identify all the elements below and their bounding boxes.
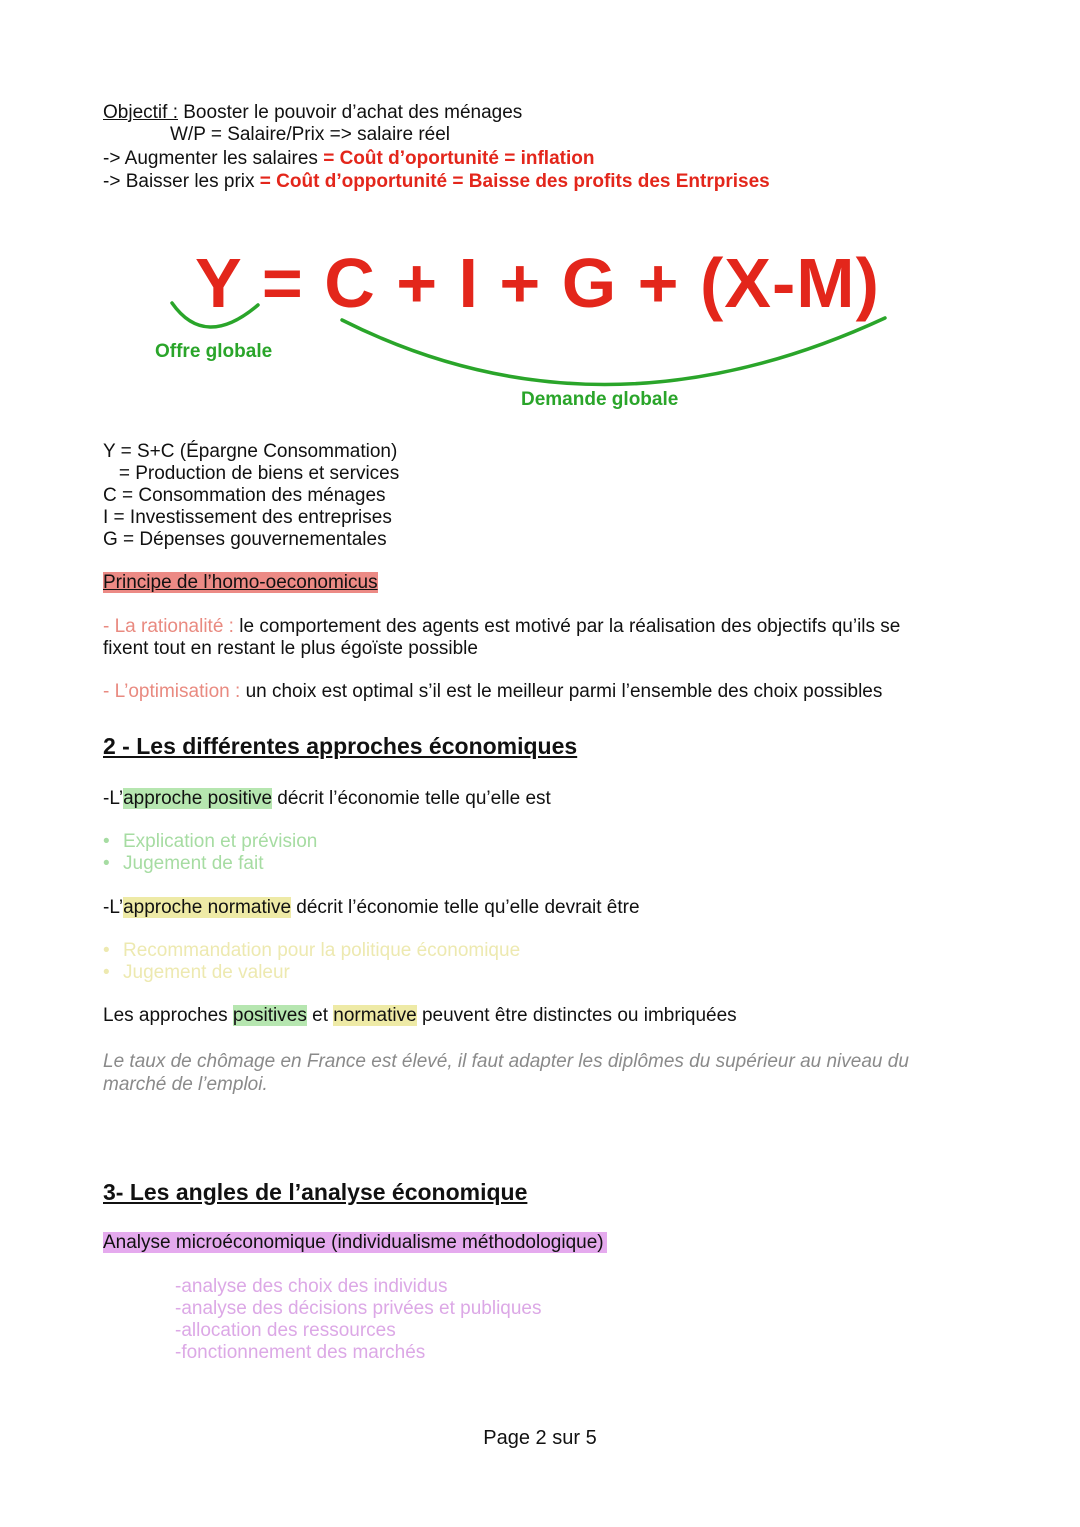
prefix: -L’ xyxy=(103,788,124,809)
bullet-text: Explication et prévision xyxy=(123,831,318,852)
homo-oeconomicus-title xyxy=(103,572,378,594)
optimisation-label: - L’optimisation : xyxy=(103,681,246,702)
definition-c: C = Consommation des ménages xyxy=(103,485,386,506)
bullet-text: Jugement de valeur xyxy=(123,962,290,983)
page-number: Page 2 sur 5 xyxy=(483,1427,597,1449)
positive-approach-line xyxy=(103,788,551,810)
section-3-title: 3- Les angles de l’analyse économique xyxy=(103,1179,528,1205)
rationality-line xyxy=(103,616,900,638)
suffix: décrit l’économie telle qu’elle devrait être xyxy=(291,897,640,918)
micro-item: -analyse des décisions privées et publiques xyxy=(175,1298,542,1319)
suffix: peuvent être distinctes ou imbriquées xyxy=(416,1005,737,1026)
demand-label: Demande globale xyxy=(521,389,679,410)
normative-highlight: normative xyxy=(333,1005,417,1026)
definition-y-production: = Production de biens et services xyxy=(103,463,400,484)
micro-item: -analyse des choix des individus xyxy=(175,1276,448,1297)
homo-oeconomicus-heading: Principe de l’homo-oeconomicus xyxy=(103,572,378,593)
definition-i: I = Investissement des entreprises xyxy=(103,507,392,528)
suffix: décrit l’économie telle qu’elle est xyxy=(272,788,551,809)
line-prefix: -> Baisser les prix xyxy=(103,171,260,192)
example-text-cont: marché de l’emploi. xyxy=(103,1074,268,1095)
positive-bullet xyxy=(103,831,317,853)
positive-approach-highlight: approche positive xyxy=(123,788,273,809)
combined-approaches-line xyxy=(103,1005,737,1027)
optimisation-text: un choix est optimal s’il est le meilleur parmi l’ensemble des choix possibles xyxy=(245,681,883,702)
positives-highlight: positives xyxy=(232,1005,307,1026)
normative-approach-line xyxy=(103,897,640,919)
opportunity-cost-profits: = Coût d’opportunité = Baisse des profits des Entrprises xyxy=(259,171,770,192)
demand-brace xyxy=(342,318,885,385)
micro-item: -fonctionnement des marchés xyxy=(175,1342,426,1363)
micro-item: -allocation des ressources xyxy=(175,1320,396,1341)
normative-bullet xyxy=(103,940,520,962)
macro-equation: Y = C + I + G + (X-M) xyxy=(195,244,880,322)
objective-text: Booster le pouvoir d’achat des ménages xyxy=(177,102,523,123)
supply-brace xyxy=(172,303,258,327)
bullet-text: Recommandation pour la politique économique xyxy=(123,940,521,961)
line-prefix: -> Augmenter les salaires xyxy=(103,148,324,169)
normative-bullet xyxy=(103,962,290,984)
rationality-text-cont: fixent tout en restant le plus égoïste possible xyxy=(103,638,478,659)
bullet-icon: • xyxy=(103,853,110,874)
section-2-title: 2 - Les différentes approches économiques xyxy=(103,733,578,759)
definition-y: Y = S+C (Épargne Consommation) xyxy=(103,441,398,462)
bullet-icon: • xyxy=(103,962,110,983)
example-text: Le taux de chômage en France est élevé, il faut adapter les diplômes du supérieur au niveau du xyxy=(103,1051,909,1072)
prefix: -L’ xyxy=(103,897,124,918)
bullet-icon: • xyxy=(103,831,110,852)
bullet-icon: • xyxy=(103,940,110,961)
opportunity-cost-inflation: = Coût d’oportunité = inflation xyxy=(323,148,595,169)
normative-approach-highlight: approche normative xyxy=(123,897,292,918)
definition-g: G = Dépenses gouvernementales xyxy=(103,529,387,550)
middle: et xyxy=(306,1005,334,1026)
prefix: Les approches xyxy=(103,1005,233,1026)
micro-analysis-title xyxy=(103,1232,607,1254)
optimisation-line xyxy=(103,681,882,703)
rationality-label: - La rationalité : xyxy=(103,616,240,637)
bullet-text: Jugement de fait xyxy=(123,853,264,874)
objective-label: Objectif : xyxy=(103,102,178,123)
objective-formula: W/P = Salaire/Prix => salaire réel xyxy=(170,124,451,145)
rationality-text: le comportement des agents est motivé par la réalisation des objectifs qu’ils se xyxy=(239,616,901,637)
positive-bullet xyxy=(103,853,263,875)
micro-analysis-highlight: Analyse microéconomique (individualisme méthodologique) xyxy=(103,1232,607,1253)
supply-label: Offre globale xyxy=(155,341,273,362)
